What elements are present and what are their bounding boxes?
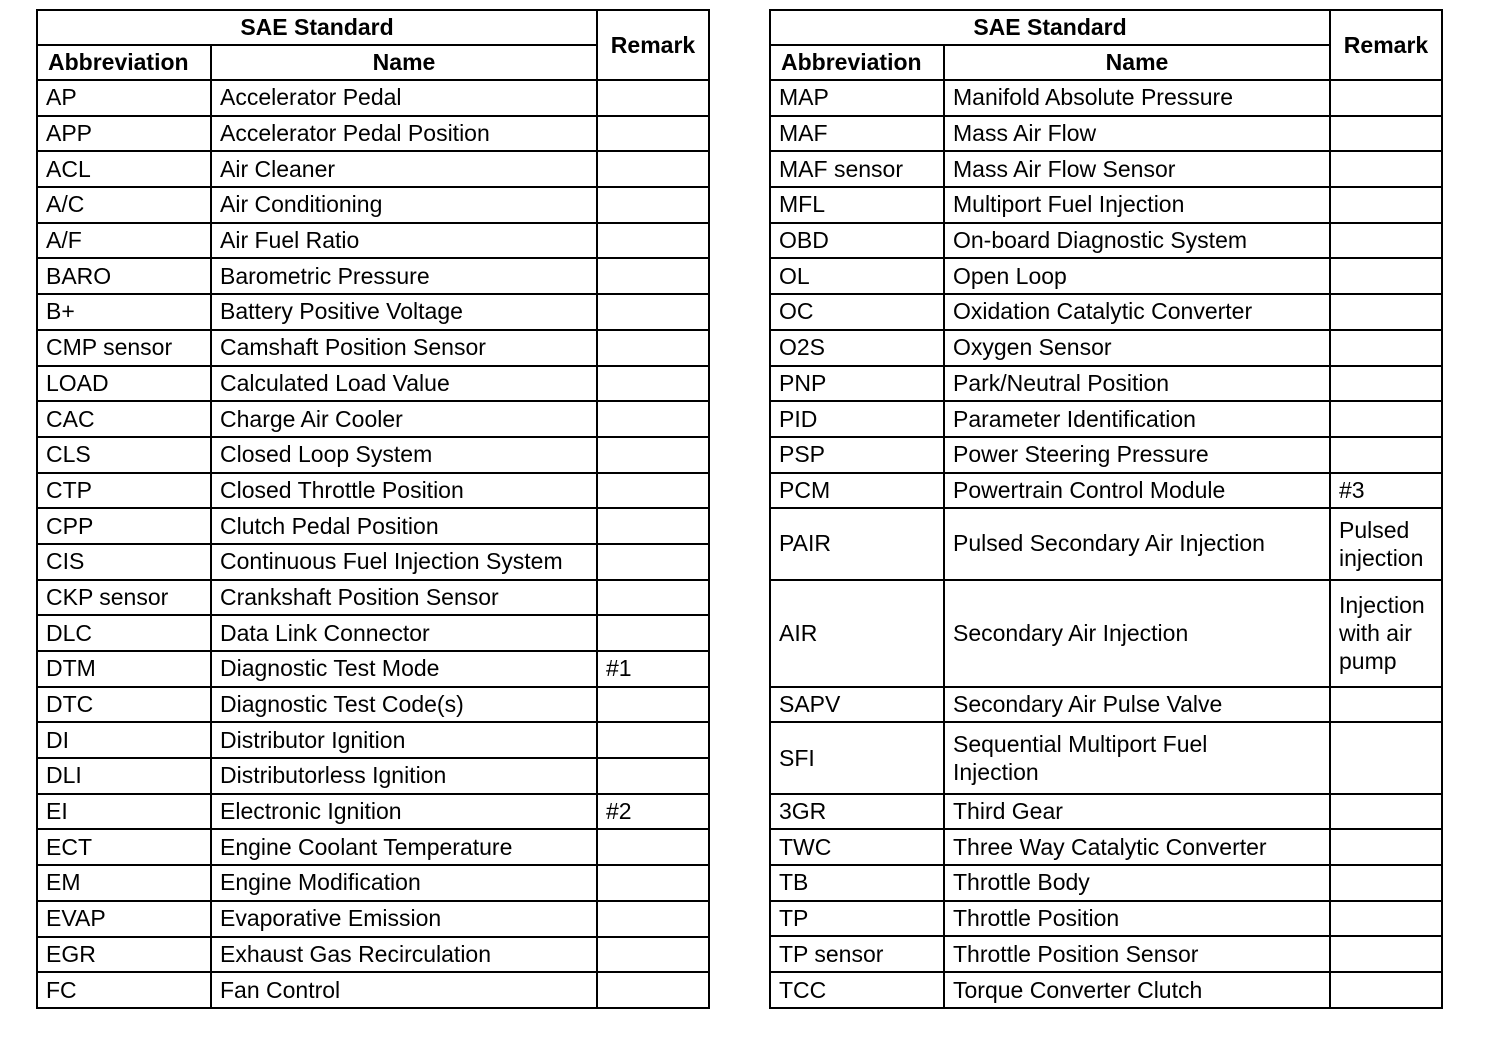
abbreviation-cell: PCM xyxy=(770,473,944,509)
abbreviation-cell: FC xyxy=(37,972,211,1008)
name-cell: Three Way Catalytic Converter xyxy=(944,829,1330,865)
abbreviation-cell: CAC xyxy=(37,401,211,437)
abbreviation-cell: OBD xyxy=(770,223,944,259)
name-cell: Sequential Multiport Fuel Injection xyxy=(944,722,1330,793)
name-header: Name xyxy=(944,45,1330,80)
abbreviation-cell: ACL xyxy=(37,151,211,187)
abbreviation-cell: CIS xyxy=(37,544,211,580)
remark-cell xyxy=(597,151,709,187)
table-row xyxy=(770,366,1442,402)
remark-cell xyxy=(597,116,709,152)
name-cell: Camshaft Position Sensor xyxy=(211,330,597,366)
table-row xyxy=(37,544,709,580)
table-row xyxy=(37,223,709,259)
remark-cell xyxy=(597,187,709,223)
abbreviation-cell: AIR xyxy=(770,580,944,687)
abbreviation-cell: EI xyxy=(37,794,211,830)
abbreviation-header: Abbreviation xyxy=(37,45,211,80)
remark-cell xyxy=(597,580,709,616)
table-row xyxy=(37,294,709,330)
abbreviation-cell: DLI xyxy=(37,758,211,794)
remark-header: Remark xyxy=(597,10,709,80)
table-row xyxy=(770,116,1442,152)
remark-cell xyxy=(597,901,709,937)
remark-cell xyxy=(1330,936,1442,972)
table-row xyxy=(37,187,709,223)
name-header: Name xyxy=(211,45,597,80)
name-cell: Throttle Body xyxy=(944,865,1330,901)
name-cell: Open Loop xyxy=(944,258,1330,294)
name-cell: Diagnostic Test Code(s) xyxy=(211,687,597,723)
remark-cell: Pulsed injection xyxy=(1330,508,1442,579)
table-row xyxy=(770,294,1442,330)
name-cell: Third Gear xyxy=(944,794,1330,830)
remark-cell xyxy=(597,366,709,402)
remark-cell xyxy=(1330,437,1442,473)
table-row xyxy=(37,829,709,865)
name-cell: On-board Diagnostic System xyxy=(944,223,1330,259)
abbreviation-cell: PSP xyxy=(770,437,944,473)
abbreviation-cell: CPP xyxy=(37,508,211,544)
table-row xyxy=(770,223,1442,259)
remark-cell xyxy=(597,294,709,330)
remark-cell xyxy=(1330,80,1442,116)
abbreviation-cell: CMP sensor xyxy=(37,330,211,366)
table-row xyxy=(770,437,1442,473)
remark-cell xyxy=(1330,294,1442,330)
sae-standard-header: SAE Standard xyxy=(770,10,1330,45)
abbreviation-cell: AP xyxy=(37,80,211,116)
table-row xyxy=(770,508,1442,579)
remark-cell xyxy=(597,687,709,723)
abbreviation-cell: CLS xyxy=(37,437,211,473)
name-cell: Electronic Ignition xyxy=(211,794,597,830)
abbreviation-table-right xyxy=(769,9,1443,1009)
name-cell: Charge Air Cooler xyxy=(211,401,597,437)
abbreviation-cell: CTP xyxy=(37,473,211,509)
abbreviation-cell: B+ xyxy=(37,294,211,330)
abbreviation-cell: BARO xyxy=(37,258,211,294)
name-cell: Mass Air Flow Sensor xyxy=(944,151,1330,187)
table-row xyxy=(37,651,709,687)
remark-cell xyxy=(1330,223,1442,259)
name-cell: Powertrain Control Module xyxy=(944,473,1330,509)
abbreviation-cell: MAF xyxy=(770,116,944,152)
remark-cell xyxy=(1330,829,1442,865)
table-row xyxy=(770,794,1442,830)
table-row xyxy=(770,936,1442,972)
abbreviation-cell: EM xyxy=(37,865,211,901)
name-cell: Oxidation Catalytic Converter xyxy=(944,294,1330,330)
name-cell: Calculated Load Value xyxy=(211,366,597,402)
table-row xyxy=(770,865,1442,901)
remark-cell xyxy=(597,401,709,437)
abbreviation-cell: 3GR xyxy=(770,794,944,830)
remark-cell: Injection with air pump xyxy=(1330,580,1442,687)
name-cell: Air Conditioning xyxy=(211,187,597,223)
remark-cell xyxy=(1330,901,1442,937)
abbreviation-cell: TB xyxy=(770,865,944,901)
abbreviation-cell: PID xyxy=(770,401,944,437)
table-row xyxy=(37,116,709,152)
name-cell: Manifold Absolute Pressure xyxy=(944,80,1330,116)
abbreviation-cell: MAP xyxy=(770,80,944,116)
table-row xyxy=(37,901,709,937)
table-row xyxy=(37,508,709,544)
remark-header: Remark xyxy=(1330,10,1442,80)
remark-cell xyxy=(1330,258,1442,294)
table-row xyxy=(770,580,1442,687)
abbreviation-cell: TCC xyxy=(770,972,944,1008)
abbreviation-cell: OC xyxy=(770,294,944,330)
abbreviation-cell: EGR xyxy=(37,937,211,973)
table-row xyxy=(37,687,709,723)
name-cell: Battery Positive Voltage xyxy=(211,294,597,330)
table-row xyxy=(37,615,709,651)
remark-cell xyxy=(597,330,709,366)
remark-cell xyxy=(1330,972,1442,1008)
remark-cell xyxy=(597,223,709,259)
remark-cell xyxy=(1330,794,1442,830)
name-cell: Secondary Air Injection xyxy=(944,580,1330,687)
abbreviation-header: Abbreviation xyxy=(770,45,944,80)
table-row xyxy=(770,972,1442,1008)
name-cell: Data Link Connector xyxy=(211,615,597,651)
name-cell: Accelerator Pedal Position xyxy=(211,116,597,152)
abbreviation-cell: TP xyxy=(770,901,944,937)
name-cell: Multiport Fuel Injection xyxy=(944,187,1330,223)
name-cell: Park/Neutral Position xyxy=(944,366,1330,402)
table-row xyxy=(37,80,709,116)
table-row xyxy=(770,258,1442,294)
abbreviation-cell: MFL xyxy=(770,187,944,223)
table-row xyxy=(37,473,709,509)
abbreviation-cell: DI xyxy=(37,722,211,758)
remark-cell xyxy=(597,722,709,758)
name-cell: Pulsed Secondary Air Injection xyxy=(944,508,1330,579)
remark-cell xyxy=(597,544,709,580)
remark-cell xyxy=(1330,722,1442,793)
table-row xyxy=(37,865,709,901)
abbreviation-table-left xyxy=(36,9,710,1009)
remark-cell xyxy=(1330,330,1442,366)
remark-cell: #1 xyxy=(597,651,709,687)
remark-cell xyxy=(597,615,709,651)
abbreviation-cell: EVAP xyxy=(37,901,211,937)
remark-cell xyxy=(1330,687,1442,723)
remark-cell xyxy=(1330,151,1442,187)
table-row xyxy=(37,258,709,294)
table-row xyxy=(37,580,709,616)
name-cell: Mass Air Flow xyxy=(944,116,1330,152)
table-row xyxy=(770,829,1442,865)
abbreviation-cell: PNP xyxy=(770,366,944,402)
table-row xyxy=(37,151,709,187)
abbreviation-cell: APP xyxy=(37,116,211,152)
name-cell: Evaporative Emission xyxy=(211,901,597,937)
table-row xyxy=(770,401,1442,437)
name-cell: Exhaust Gas Recirculation xyxy=(211,937,597,973)
name-cell: Throttle Position Sensor xyxy=(944,936,1330,972)
name-cell: Air Fuel Ratio xyxy=(211,223,597,259)
abbreviation-cell: SAPV xyxy=(770,687,944,723)
table-row xyxy=(770,330,1442,366)
remark-cell xyxy=(597,437,709,473)
name-cell: Clutch Pedal Position xyxy=(211,508,597,544)
name-cell: Oxygen Sensor xyxy=(944,330,1330,366)
name-cell: Closed Loop System xyxy=(211,437,597,473)
remark-cell xyxy=(1330,401,1442,437)
remark-cell xyxy=(1330,116,1442,152)
abbreviation-cell: CKP sensor xyxy=(37,580,211,616)
remark-cell xyxy=(597,473,709,509)
name-cell: Engine Modification xyxy=(211,865,597,901)
name-cell: Closed Throttle Position xyxy=(211,473,597,509)
table-row xyxy=(37,794,709,830)
name-cell: Distributorless Ignition xyxy=(211,758,597,794)
abbreviation-cell: LOAD xyxy=(37,366,211,402)
name-cell: Torque Converter Clutch xyxy=(944,972,1330,1008)
sae-standard-header: SAE Standard xyxy=(37,10,597,45)
table-row xyxy=(37,401,709,437)
table-row xyxy=(770,901,1442,937)
table-row xyxy=(37,758,709,794)
remark-cell xyxy=(597,258,709,294)
table-row xyxy=(770,473,1442,509)
name-cell: Fan Control xyxy=(211,972,597,1008)
remark-cell xyxy=(597,829,709,865)
name-cell: Diagnostic Test Mode xyxy=(211,651,597,687)
name-cell: Crankshaft Position Sensor xyxy=(211,580,597,616)
remark-cell: #3 xyxy=(1330,473,1442,509)
remark-cell xyxy=(597,972,709,1008)
abbreviation-cell: DTM xyxy=(37,651,211,687)
abbreviation-cell: A/C xyxy=(37,187,211,223)
name-cell: Parameter Identification xyxy=(944,401,1330,437)
remark-cell xyxy=(1330,865,1442,901)
table-row xyxy=(770,687,1442,723)
name-cell: Distributor Ignition xyxy=(211,722,597,758)
name-cell: Accelerator Pedal xyxy=(211,80,597,116)
table-row xyxy=(37,972,709,1008)
name-cell: Continuous Fuel Injection System xyxy=(211,544,597,580)
abbreviation-cell: A/F xyxy=(37,223,211,259)
table-row xyxy=(770,80,1442,116)
table-row xyxy=(770,151,1442,187)
table-row xyxy=(37,437,709,473)
abbreviation-cell: ECT xyxy=(37,829,211,865)
remark-cell xyxy=(597,865,709,901)
abbreviation-cell: MAF sensor xyxy=(770,151,944,187)
remark-cell xyxy=(597,80,709,116)
table-row xyxy=(770,187,1442,223)
name-cell: Air Cleaner xyxy=(211,151,597,187)
abbreviation-cell: SFI xyxy=(770,722,944,793)
abbreviation-cell: TWC xyxy=(770,829,944,865)
name-cell: Engine Coolant Temperature xyxy=(211,829,597,865)
table-row xyxy=(37,330,709,366)
remark-cell xyxy=(1330,366,1442,402)
table-row xyxy=(37,937,709,973)
name-cell: Secondary Air Pulse Valve xyxy=(944,687,1330,723)
abbreviation-cell: OL xyxy=(770,258,944,294)
abbreviation-cell: PAIR xyxy=(770,508,944,579)
abbreviation-cell: O2S xyxy=(770,330,944,366)
table-row xyxy=(37,722,709,758)
remark-cell xyxy=(597,937,709,973)
abbreviation-cell: DLC xyxy=(37,615,211,651)
abbreviation-cell: DTC xyxy=(37,687,211,723)
name-cell: Throttle Position xyxy=(944,901,1330,937)
table-row xyxy=(37,366,709,402)
remark-cell xyxy=(597,758,709,794)
remark-cell xyxy=(597,508,709,544)
name-cell: Barometric Pressure xyxy=(211,258,597,294)
remark-cell: #2 xyxy=(597,794,709,830)
abbreviation-cell: TP sensor xyxy=(770,936,944,972)
name-cell: Power Steering Pressure xyxy=(944,437,1330,473)
remark-cell xyxy=(1330,187,1442,223)
table-row xyxy=(770,722,1442,793)
